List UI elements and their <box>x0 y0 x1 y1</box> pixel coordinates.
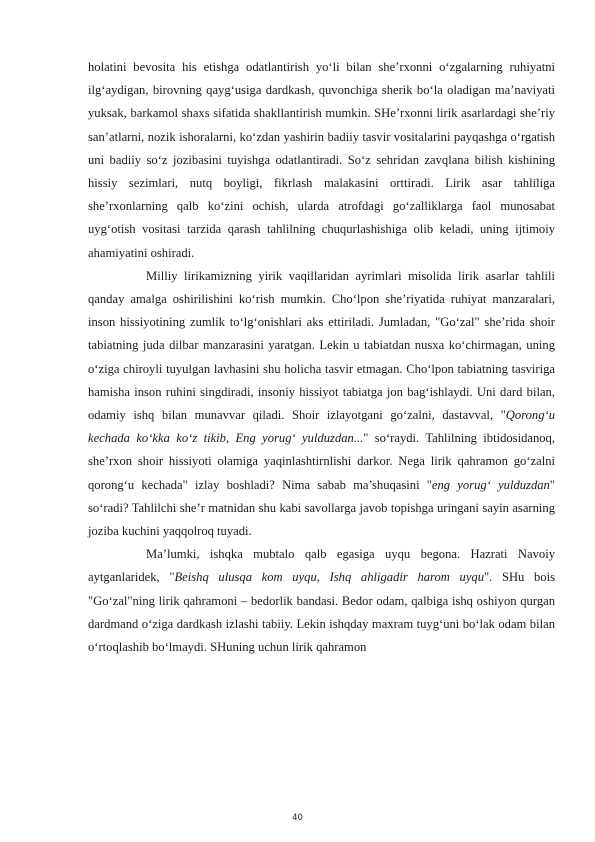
document-body <box>88 56 555 659</box>
paragraph-1-run-1: holatini bevosita his etishga odatlantirish yo‘li bilan she’rxonni o‘zgalarning ruhiyatni ilg‘aydigan, birovning qayg‘usiga dardkash, quvonchiga sherik bo‘la oladigan ma’naviyati yuksak, barkamol shaxs sifatida shakllantirish mumkin. SHe’rxonni lirik asarlardagi she’riy san’atlarni, nozik ishoralarni, ko‘zdan yashirin badiiy tasvir vositalarini payqashga o‘rgatish uni badiiy so‘z jozibasini tuyishga odatlantiradi. So‘z sehridan zavqlana bilish kishining hissiy sezimlari, nutq boyligi, fikrlash malakasini orttiradi. Lirik asar tahliliga she’rxonlarning qalb ko‘zini ochish, ularda atrofdagi go‘zalliklarga faol munosabat uyg‘otish vositasi tarzida qarash tahlilning chuqurlashishiga olib keladi, uning ijtimoiy ahamiyatini oshiradi. <box>88 60 555 260</box>
paragraph-2-run-5: " so‘radi? Tahlilchi she’r matnidan shu kabi savollarga javob topishga uringani sayin asarning joziba kuchini yaqqolroq tuyadi. <box>88 477 555 539</box>
paragraph-3 <box>88 543 555 659</box>
paragraph-1 <box>88 56 555 265</box>
paragraph-2-quote-2: eng yorug‘ yulduzdan <box>431 477 550 492</box>
paragraph-3-run-3: ". SHu bois "Go‘zal"ning lirik qahramoni – bedorlik bandasi. Bedor odam, qalbiga ishq oshiyon qurgan dardmand o‘ziga dardkash izlashi tabiiy. Lekin ishqday maxram tuyg‘uni bo‘lak odam bilan o‘rtoqlashib bo‘lmaydi. SHuning uchun lirik qahramon <box>88 570 555 655</box>
paragraph-3-quote-1: Beishq ulusqa kom uyqu, Ishq ahligadir harom uyqu <box>174 570 484 585</box>
page-number: 40 <box>292 813 303 823</box>
paragraph-2 <box>88 265 555 543</box>
paragraph-2-run-1: Milliy lirikamizning yirik vaqillaridan ayrimlari misolida lirik asarlar tahlili qanday amalga oshirilishini ko‘rish mumkin. Cho‘lpon she’riyatida ruhiyat manzaralari, inson hissiyotining zumlik to‘lg‘onishlari aks ettiriladi. Jumladan, "Go‘zal" she’rida shoir tabiatning juda dilbar manzarasini yaratgan. Lekin u tabiatdan nusxa ko‘chirmagan, uning o‘ziga chiroyli tuyulgan lavhasini shu holicha tasvir etmagan. Cho‘lpon tabiatning tasviriga hamisha inson ruhini singdiradi, insoniy hissiyot tabiatga jon bag‘ishlaydi. Uni dard bilan, odamiy ishq bilan munavvar qiladi. Shoir izlayotgani go‘zalni, dastavval, " <box>88 268 555 423</box>
paragraph-3-run-1: Ma’lumki, ishqka mubtalo qalb egasiga uyqu begona. Hazrati Navoiy aytganlaridek, " <box>88 547 555 585</box>
paragraph-2-run-3: " so‘raydi. Tahlilning ibtidosidanoq, she’rxon shoir hissiyoti olamiga yaqinlashtirnlishi darkor. Nega lirik qahramon go‘zalni qorong‘u kechada" izlay boshladi? Nima sabab ma’shuqasini " <box>88 431 555 492</box>
paragraph-2-quote-1: Qorong‘u kechada ko‘kka ko‘z tikib, Eng yorug‘ yulduzdan... <box>88 408 555 446</box>
